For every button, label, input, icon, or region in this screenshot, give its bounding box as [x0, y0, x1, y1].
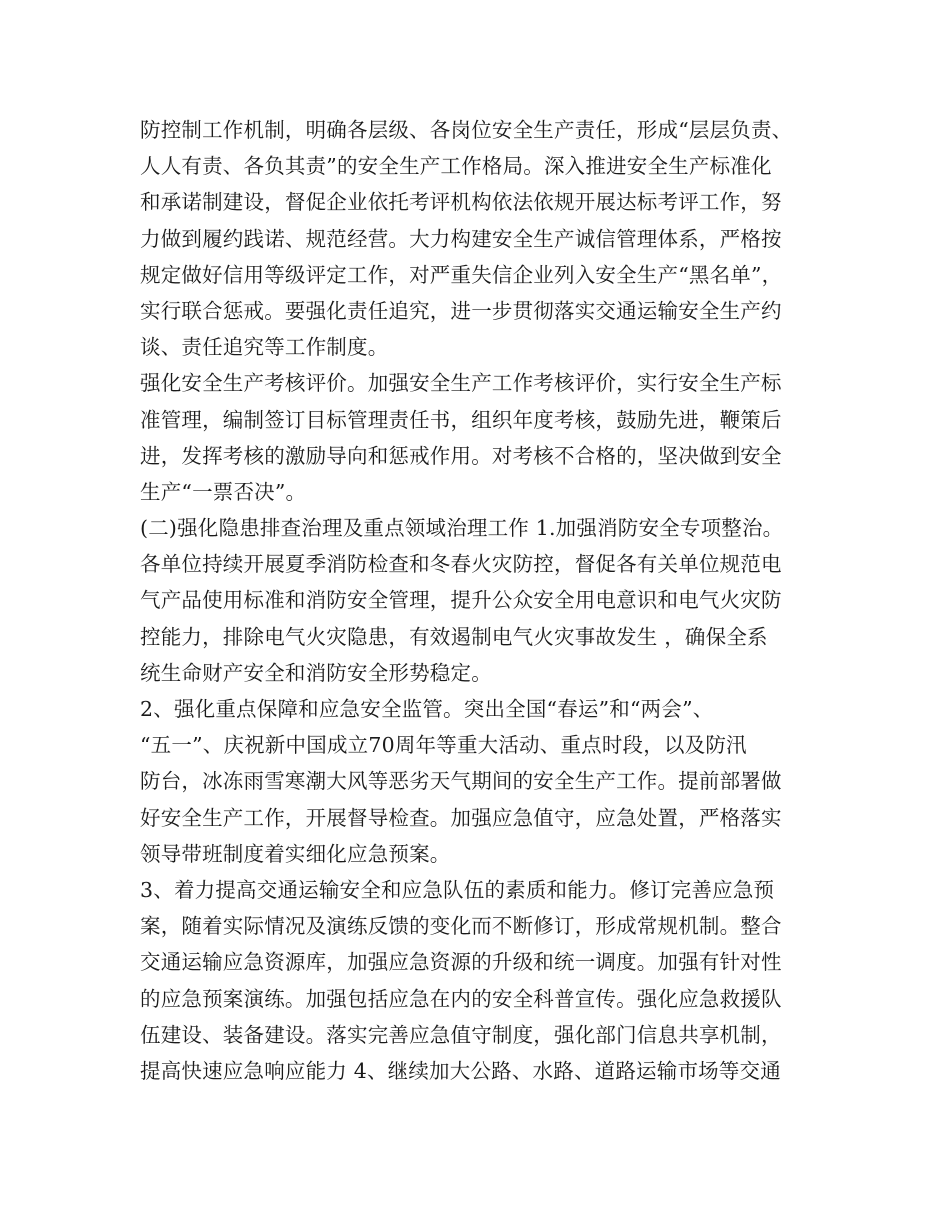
text-line: 防台，冰冻雨雪寒潮大风等恶劣天气期间的安全生产工作。提前部署做: [140, 769, 782, 794]
text-line: 的应急预案演练。加强包括应急在内的安全科普宣传。强化应急救援队: [140, 986, 782, 1011]
text-line: 防控制工作机制，明确各层级、各岗位安全生产责任，形成“层层负责、: [140, 118, 793, 142]
text-line: 和承诺制建设，督促企业依托考评机构依法依规开展达标考评工作，努: [140, 190, 782, 215]
text-line: “五一”、庆祝新中国成立70周年等重大活动、重点时段，以及防汛: [140, 733, 747, 758]
text-line: 伍建设、装备建设。落实完善应急值守制度，强化部门信息共享机制，: [140, 1022, 782, 1047]
text-line: 统生命财产安全和消防安全形势稳定。: [140, 660, 492, 685]
text-line: 案，随着实际情况及演练反馈的变化而不断修订，形成常规机制。整合: [140, 914, 782, 939]
text-line: 气产品使用标准和消防安全管理，提升公众安全用电意识和电气火灾防: [140, 588, 782, 613]
text-line: 提高快速应急响应能力 4、继续加大公路、水路、道路运输市场等交通: [140, 1058, 781, 1083]
body-text: [140, 112, 840, 1089]
text-line: 准管理，编制签订目标管理责任书，组织年度考核，鼓励先进，鞭策后: [140, 407, 782, 432]
text-line: 力做到履约践诺、规范经营。大力构建安全生产诚信管理体系，严格按: [140, 226, 782, 251]
text-line: 各单位持续开展夏季消防检查和冬春火灾防控，督促各有关单位规范电: [140, 552, 782, 577]
text-line: 谈、责任追究等工作制度。: [140, 335, 389, 360]
text-line: (二)强化隐患排查治理及重点领域治理工作 1.加强消防安全专项整治。: [140, 516, 784, 541]
text-line: 2、强化重点保障和应急安全监管。突出全国“春运”和“两会”、: [140, 697, 714, 721]
text-line: 实行联合惩戒。要强化责任追究，进一步贯彻落实交通运输安全生产约: [140, 298, 782, 323]
text-line: 规定做好信用等级评定工作，对严重失信企业列入安全生产“黑名单”，: [140, 262, 783, 287]
text-line: 进，发挥考核的激励导向和惩戒作用。对考核不合格的，坚决做到安全: [140, 443, 782, 468]
text-line: 3、着力提高交通运输安全和应急队伍的素质和能力。修订完善应急预: [140, 877, 775, 902]
text-line: 好安全生产工作，开展督导检查。加强应急值守，应急处置，严格落实: [140, 805, 782, 830]
text-line: 人人有责、各负其责”的安全生产工作格局。深入推进安全生产标准化: [140, 154, 772, 179]
text-line: 控能力，排除电气火灾隐患，有效遏制电气火灾事故发生 ，确保全系: [140, 624, 768, 649]
text-line: 领导带班制度着实细化应急预案。: [140, 841, 451, 866]
text-line: 生产“一票否决”。: [140, 479, 307, 504]
text-line: 交通运输应急资源库，加强应急资源的升级和统一调度。加强有针对性: [140, 950, 782, 975]
text-line: 强化安全生产考核评价。加强安全生产工作考核评价，实行安全生产标: [140, 371, 782, 396]
